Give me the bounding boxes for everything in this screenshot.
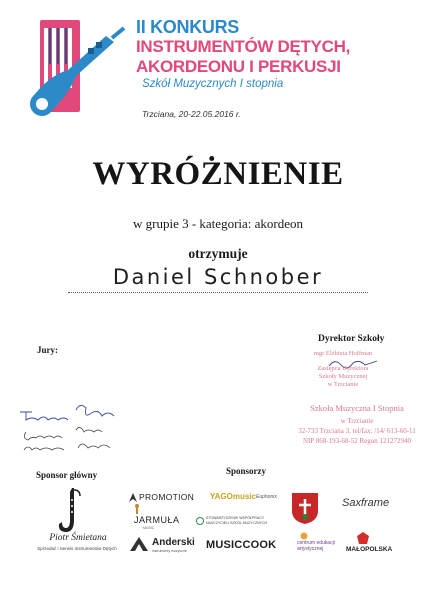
municipal-crest-icon — [290, 491, 320, 525]
sponsor-anderski: Anderski — [152, 537, 195, 548]
main-sponsor-name: Piotr Śmietana — [49, 533, 107, 543]
anderski-logo-icon — [130, 537, 148, 551]
group-category-line: w grupie 3 - kategoria: akordeon — [132, 216, 304, 231]
sponsor-yago: YAGOmusic — [210, 492, 256, 501]
director-stamp-town: w Trzcianie — [327, 381, 359, 388]
promotion-arrow-icon — [129, 493, 137, 502]
sponsor-coop: STOWARZYSZENIE WSPÓŁPRACY NAUCZYCIELI SZKÓŁ MUZYCZNYCH — [206, 516, 268, 525]
saxophone-logo — [54, 486, 88, 536]
header-line-2: INSTRUMENTÓW DĘTYCH, — [136, 37, 351, 56]
jury-label: Jury: — [37, 345, 58, 355]
header-line-1: II KONKURS — [136, 17, 240, 37]
header-place-date: Trzciana, 20-22.05.2016 r. — [142, 109, 241, 119]
school-stamp-ids: NIP 868-193-68-52 Regon 121272940 — [302, 437, 412, 445]
main-sponsor-label: Sponsor główny — [36, 470, 98, 480]
contest-logo-art — [28, 18, 128, 124]
main-sponsor-description: Sprzedaż i Serwis Instrumentów Dętych — [37, 546, 117, 551]
sponsor-musiccook: MUSICCOOK — [206, 539, 277, 551]
director-stamp-role: Zastępca Dyrektora — [317, 365, 369, 372]
director-label: Dyrektor Szkoły — [318, 334, 385, 344]
receives-label: otrzymuje — [188, 246, 248, 261]
sponsor-saxframe: Saxframe — [342, 497, 390, 509]
school-stamp-name: Szkoła Muzyczna I Stopnia — [310, 403, 404, 413]
director-stamp-school: Szkoły Muzycznej — [318, 373, 368, 380]
sponsor-anderski-sub: instrumenty muzyczne — [152, 549, 187, 553]
recipient-name: Daniel Schnober — [112, 265, 324, 289]
school-stamp-place: w Trzcianie — [340, 417, 374, 425]
sponsor-centrum: centrum edukacji artystycznej — [297, 540, 335, 552]
director-stamp-name: mgr Elżbieta Hoffman — [313, 350, 373, 357]
sponsor-jarmula-sub: MUSIC — [143, 526, 155, 530]
centrum-icon — [300, 532, 308, 540]
name-dotted-line — [68, 292, 368, 293]
coop-circle-icon — [196, 517, 204, 525]
sponsor-yago-extra: Euphonix — [256, 494, 277, 500]
sponsors-label: Sponsorzy — [226, 466, 267, 476]
jarmula-figure-icon — [133, 504, 141, 514]
certificate-title: WYRÓŻNIENIE — [92, 156, 344, 192]
sponsor-jarmula: JARMUŁA — [134, 515, 180, 525]
jury-signatures — [18, 394, 138, 460]
malopolska-icon — [357, 532, 369, 544]
header-subtitle: Szkół Muzycznych I stopnia — [142, 78, 284, 90]
header-line-3: AKORDEONU I PERKUSJI — [136, 57, 341, 76]
sponsor-promotion: PROMOTION — [139, 492, 195, 502]
sponsor-malopolska: MAŁOPOLSKA — [346, 546, 393, 553]
school-stamp-address: 32-733 Trzciana 3, tel/fax: /14/ 613-60-11 — [298, 427, 416, 435]
